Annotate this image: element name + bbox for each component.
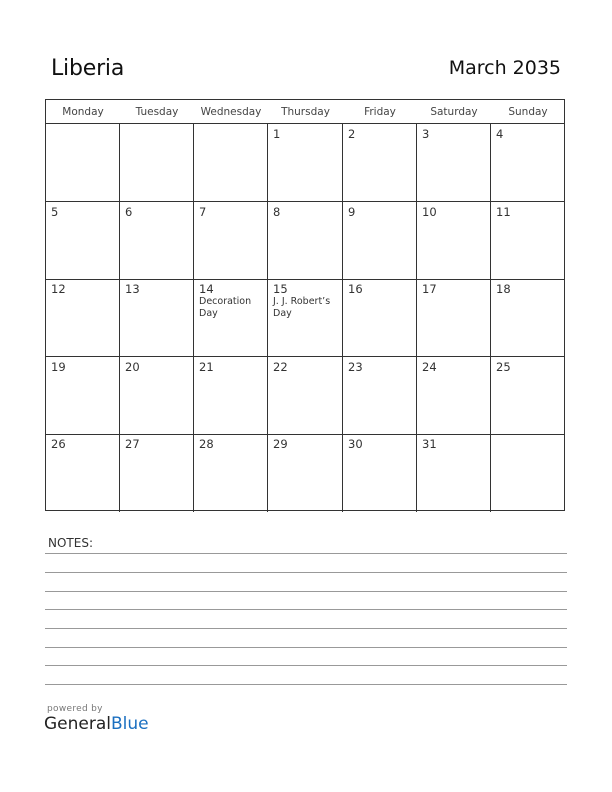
day-cell[interactable] — [491, 124, 565, 201]
day-cell[interactable] — [120, 124, 194, 201]
brand-blue: Blue — [111, 714, 149, 734]
day-cell[interactable] — [268, 279, 343, 356]
day-cell[interactable] — [268, 202, 343, 279]
day-cell[interactable] — [491, 279, 565, 356]
note-line — [45, 665, 567, 666]
country-title: Liberia — [51, 56, 125, 81]
holiday-label: Decoration Day — [199, 296, 252, 319]
day-number: 20 — [125, 359, 140, 374]
brand-wordmark — [44, 714, 149, 734]
weekday-header-row — [46, 100, 564, 124]
day-number: 19 — [51, 359, 66, 374]
weekday-thursday: Thursday — [281, 106, 330, 118]
day-number: 21 — [199, 359, 214, 374]
generalblue-logo[interactable] — [44, 704, 149, 734]
day-cell[interactable] — [417, 357, 491, 434]
month-year-title: March 2035 — [448, 57, 561, 79]
holiday-label: J. J. Robert’s Day — [273, 296, 331, 319]
day-cell[interactable] — [120, 202, 194, 279]
note-line — [45, 591, 567, 592]
day-number: 28 — [199, 437, 214, 451]
day-cell[interactable] — [194, 279, 268, 356]
day-cell[interactable] — [491, 357, 565, 434]
day-cell[interactable] — [343, 357, 417, 434]
note-line — [45, 647, 567, 648]
day-number: 18 — [496, 282, 511, 296]
day-cell[interactable] — [46, 279, 120, 356]
day-cell[interactable] — [343, 434, 417, 512]
day-number: 25 — [496, 359, 511, 374]
day-number: 29 — [273, 437, 288, 451]
day-cell[interactable] — [268, 124, 343, 201]
day-cell[interactable] — [343, 202, 417, 279]
day-number: 14 — [199, 282, 214, 296]
day-cell[interactable] — [120, 434, 194, 512]
day-cell[interactable] — [46, 202, 120, 279]
week-row — [46, 357, 564, 435]
day-cell[interactable] — [194, 434, 268, 512]
day-number: 17 — [422, 282, 437, 296]
note-line — [45, 628, 567, 629]
day-cell[interactable] — [46, 124, 120, 201]
day-cell[interactable] — [194, 202, 268, 279]
week-row — [46, 279, 564, 357]
day-cell[interactable] — [268, 357, 343, 434]
note-line — [45, 572, 567, 573]
weekday-sunday: Sunday — [508, 106, 548, 118]
brand-general: General — [44, 714, 111, 734]
day-number: 6 — [125, 204, 133, 219]
day-number: 16 — [348, 282, 363, 296]
day-number: 2 — [348, 127, 356, 141]
day-number: 31 — [422, 437, 437, 451]
weekday-friday: Friday — [364, 106, 396, 118]
weekday-tuesday: Tuesday — [135, 106, 179, 118]
note-line — [45, 684, 567, 685]
day-number: 4 — [496, 127, 504, 141]
day-cell[interactable] — [417, 434, 491, 512]
day-number: 27 — [125, 437, 140, 451]
day-number: 5 — [51, 204, 59, 219]
weekday-wednesday: Wednesday — [200, 106, 262, 118]
day-number: 8 — [273, 204, 281, 219]
calendar-grid — [45, 99, 565, 511]
weekday-saturday: Saturday — [430, 106, 478, 118]
day-cell[interactable] — [120, 279, 194, 356]
day-cell[interactable] — [194, 357, 268, 434]
day-number: 9 — [348, 204, 356, 219]
day-cell[interactable] — [417, 124, 491, 201]
day-cell[interactable] — [343, 279, 417, 356]
day-number: 12 — [51, 282, 66, 296]
day-number: 10 — [422, 204, 437, 219]
note-line — [45, 609, 567, 610]
day-cell[interactable] — [194, 124, 268, 201]
day-cell[interactable] — [491, 434, 565, 512]
day-number: 11 — [496, 204, 511, 219]
day-number: 15 — [273, 282, 288, 296]
week-row — [46, 202, 564, 280]
day-cell[interactable] — [268, 434, 343, 512]
day-number: 13 — [125, 282, 140, 296]
day-cell[interactable] — [120, 357, 194, 434]
note-line — [45, 553, 567, 554]
day-cell[interactable] — [46, 357, 120, 434]
day-cell[interactable] — [46, 434, 120, 512]
weekday-monday: Monday — [62, 106, 104, 118]
day-number: 1 — [273, 127, 281, 141]
day-cell[interactable] — [417, 279, 491, 356]
day-cell[interactable] — [343, 124, 417, 201]
notes-label: NOTES: — [48, 536, 93, 550]
week-row — [46, 124, 564, 202]
day-cell[interactable] — [417, 202, 491, 279]
day-number: 23 — [348, 359, 363, 374]
day-number: 24 — [422, 359, 437, 374]
day-cell[interactable] — [491, 202, 565, 279]
week-row — [46, 434, 564, 512]
day-number: 22 — [273, 359, 288, 374]
day-number: 26 — [51, 437, 66, 451]
powered-by-text: powered by — [47, 704, 103, 714]
day-number: 3 — [422, 127, 430, 141]
day-number: 7 — [199, 204, 207, 219]
day-number: 30 — [348, 437, 363, 451]
